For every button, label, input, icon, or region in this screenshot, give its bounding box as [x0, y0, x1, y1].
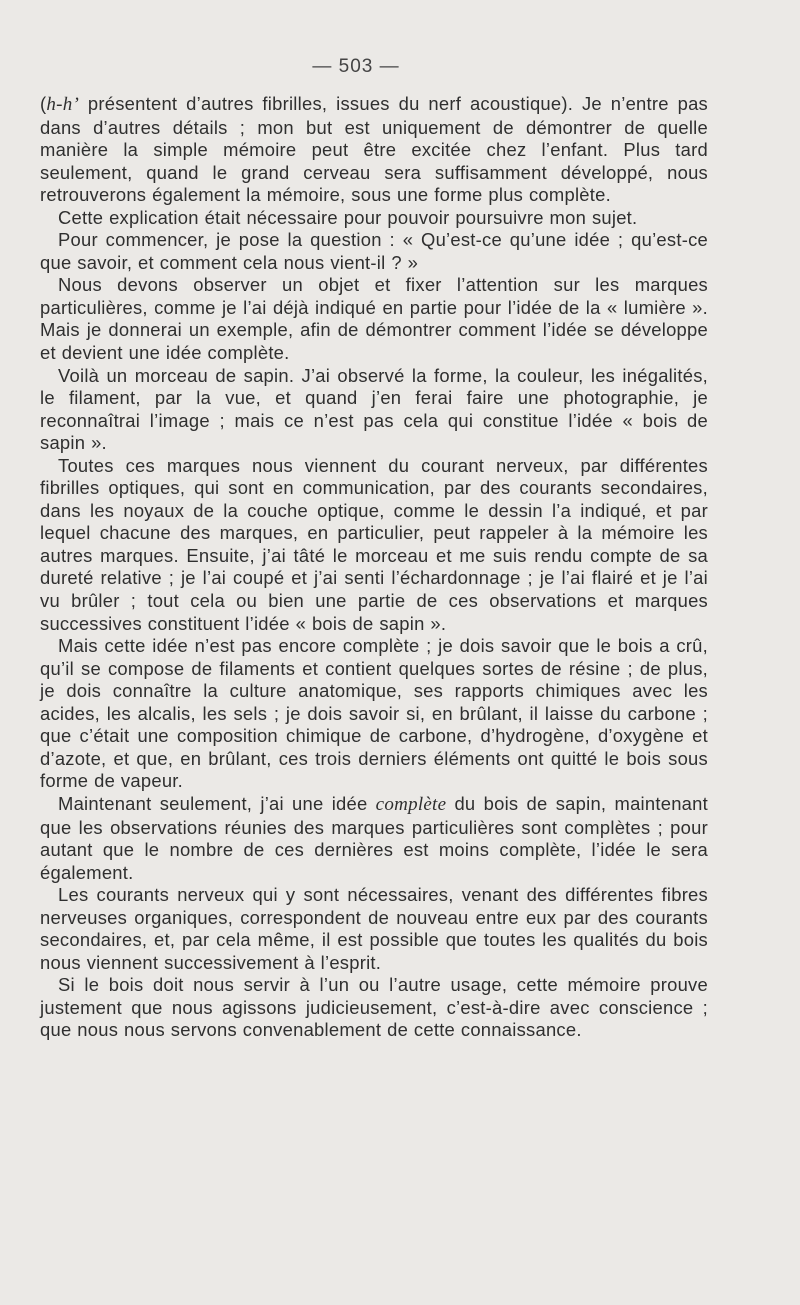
paragraph [40, 884, 708, 974]
text-segment: Les courants nerveux qui y sont nécessaires, venant des différentes fibres nerveuses organiques, correspondent de nouveau entre eux par des courants secondaires, et, par cela même, il est possible que toutes les qualités du bois nous viennent successivement à l’esprit. [40, 884, 708, 973]
text-segment: Voilà un morceau de sapin. J’ai observé la forme, la couleur, les inégalités, le filament, par la vue, et quand j’en ferai faire une photographie, je reconnaîtrai l’image ; mais ce n’est pas cela qui constitue l’idée « bois de sapin ». [40, 364, 708, 454]
text-segment: Si le bois doit nous servir à l’un ou l’autre usage, cette mémoire prouve justement que nous agissons judicieusement, c’est-à-dire avec conscience ; que nous nous servons convenablement de cette connaissance. [40, 974, 708, 1041]
paragraph [40, 635, 708, 793]
body-text [40, 93, 708, 1042]
text-segment-italic: h-h’ [46, 94, 80, 115]
text-segment: Mais cette idée n’est pas encore complète ; je dois savoir que le bois a crû, qu’il se compose de filaments et contient quelques sortes de résine ; de plus, je dois connaître la culture anatomique, ses rapports chimiques avec les acides, les alcalis, les sels ; je dois savoir si, en brûlant, il laisse du carbone ; que c’était une composition chimique de carbone, d’hydrogène, d’oxygène et d’azote, et que, en brûlant, ces trois derniers éléments ont quitté le bois sous forme de vapeur. [40, 635, 708, 792]
text-segment: Nous devons observer un objet et fixer l’attention sur les marques particulières, comme je l’ai déjà indiqué en partie pour l’idée de la « lumière ». Mais je donnerai un exemple, afin de démontrer comment l’idée se développe et devient une idée complète. [40, 274, 708, 364]
paragraph [40, 207, 708, 230]
paragraph [40, 365, 708, 455]
text-segment: Cette explication était nécessaire pour pouvoir poursuivre mon sujet. [58, 206, 638, 228]
paragraph [40, 974, 708, 1042]
text-segment: Maintenant seulement, j’ai une idée [58, 792, 376, 814]
text-segment: Toutes ces marques nous viennent du courant nerveux, par différentes fibrilles optiques, qui sont en communication, par des courants secondaires, dans les noyaux de la couche optique, comme le dessin l’a indiqué, et par lequel chacune des marques, en particulier, peut rappeler à la mémoire les autres marques. Ensuite, j’ai tâté le morceau et me suis rendu compte de sa dureté relative ; je l’ai coupé et j’ai senti l’échardonnage ; je l’ai flairé et je l’ai vu brûler ; tout cela ou bien une partie de ces observations et marques successives constituent l’idée « bois de sapin ». [40, 454, 708, 634]
text-segment-italic: complète [375, 793, 447, 815]
page-number: — 503 — [312, 56, 400, 77]
paragraph [40, 274, 708, 364]
text-segment: présentent d’autres fibrilles, issues du nerf acoustique). Je n’entre pas dans d’autres détails ; mon but est uniquement de démontrer de quelle manière la simple mémoire peut être excitée chez l’enfant. Plus tard seulement, quand le grand cerveau sera suffisamment développé, nous retrouverons également la mémoire, sous une forme plus complète. [40, 93, 708, 206]
paragraph [40, 793, 708, 884]
text-segment: du bois de sapin, maintenant que les observations réunies des marques particulières sont complètes ; pour autant que le nombre de ces dernières est moins complète, l’idée le sera également. [40, 792, 708, 883]
paragraph [40, 455, 708, 635]
text-segment: ( [40, 93, 47, 114]
paragraph [40, 229, 708, 274]
paragraph [40, 93, 708, 207]
text-segment: Pour commencer, je pose la question : « Qu’est-ce qu’une idée ; qu’est-ce que savoir, et comment cela nous vient-il ? » [40, 229, 708, 273]
